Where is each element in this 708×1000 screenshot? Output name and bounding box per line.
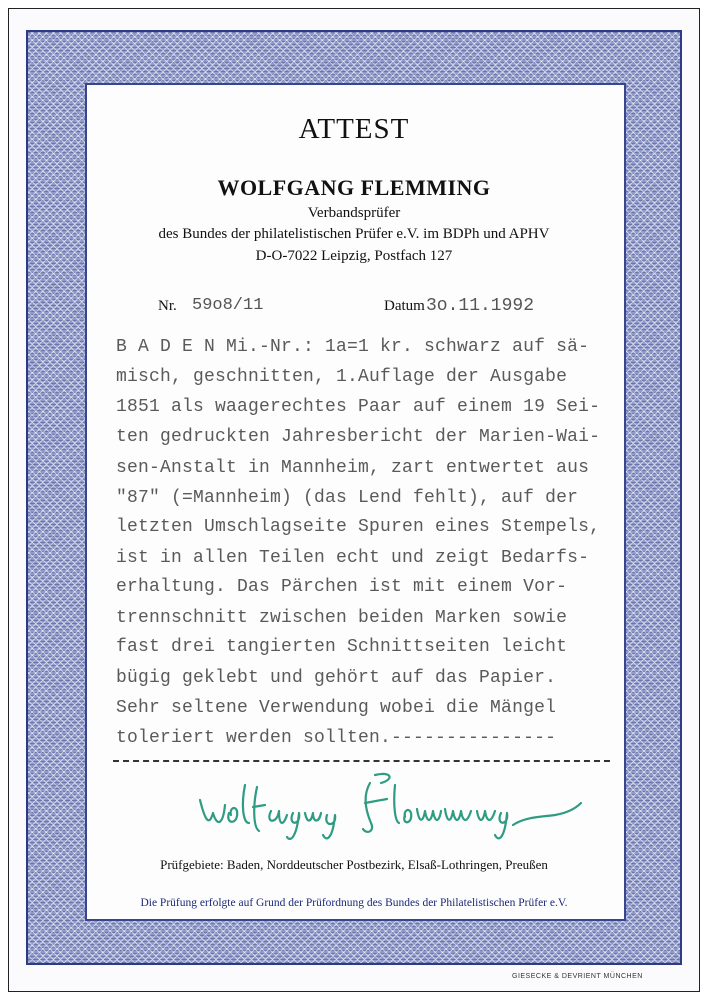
body-line: ten gedruckten Jahresbericht der Marien-Wai- bbox=[116, 427, 601, 447]
footer-note: Die Prüfung erfolgte auf Grund der Prüfordnung des Bundes der Philatelistischen Prüfer e.V. bbox=[140, 897, 568, 909]
number-label: Nr. bbox=[158, 298, 177, 314]
body-line: toleriert werden sollten.--------------- bbox=[116, 728, 557, 748]
printer-mark: GIESECKE & DEVRIENT MÜNCHEN bbox=[512, 973, 643, 980]
certificate-date: 3o.11.1992 bbox=[426, 296, 535, 316]
dashed-rule bbox=[113, 760, 610, 762]
testing-areas: Prüfgebiete: Baden, Norddeutscher Postbezirk, Elsaß-Lothringen, Preußen bbox=[160, 857, 548, 872]
handwritten-signature bbox=[195, 765, 585, 845]
body-line: letzten Umschlagseite Spuren eines Stempels, bbox=[116, 517, 601, 537]
examiner-name: WOLFGANG FLEMMING bbox=[217, 175, 491, 200]
address-line: D-O-7022 Leipzig, Postfach 127 bbox=[255, 248, 453, 264]
body-line: Sehr seltene Verwendung wobei die Mängel bbox=[116, 698, 557, 718]
examiner-role: Verbandsprüfer bbox=[307, 205, 401, 221]
body-line: "87" (=Mannheim) (das Lend fehlt), auf der bbox=[116, 488, 579, 508]
body-line: ist in allen Teilen echt und zeigt Bedarfs- bbox=[116, 548, 590, 568]
date-label: Datum bbox=[384, 298, 425, 314]
body-line: bügig geklebt und gehört auf das Papier. bbox=[116, 668, 557, 688]
body-line: trennschnitt zwischen beiden Marken sowie bbox=[116, 608, 568, 628]
body-line: fast drei tangierten Schnittseiten leicht bbox=[116, 637, 568, 657]
association-line: des Bundes der philatelistischen Prüfer e.V. im BDPh und APHV bbox=[158, 226, 550, 242]
body-line: erhaltung. Das Pärchen ist mit einem Vor- bbox=[116, 577, 568, 597]
body-line: misch, geschnitten, 1.Auflage der Ausgabe bbox=[116, 367, 568, 387]
body-line: sen-Anstalt in Mannheim, zart entwertet aus bbox=[116, 458, 590, 478]
body-line: B A D E N Mi.-Nr.: 1a=1 kr. schwarz auf sä- bbox=[116, 337, 590, 357]
body-line: 1851 als waagerechtes Paar auf einem 19 Sei- bbox=[116, 397, 601, 417]
certificate-number: 59o8/11 bbox=[192, 296, 264, 315]
certificate-title: ATTEST bbox=[298, 113, 410, 145]
